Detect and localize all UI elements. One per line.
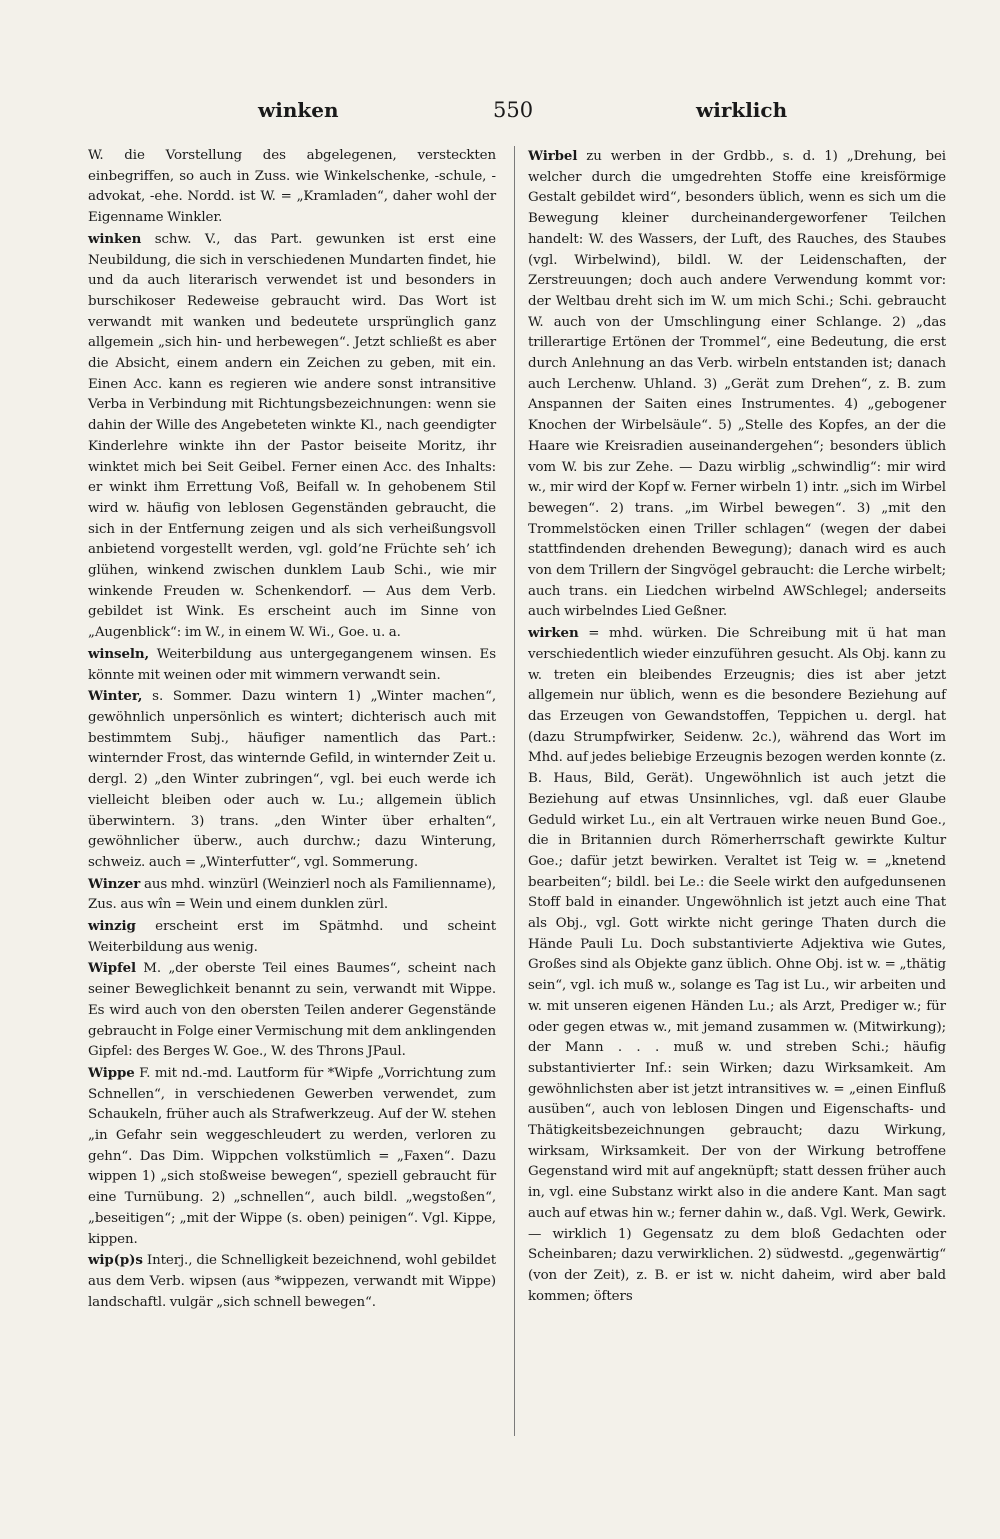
entry-text: M. „der oberste Teil eines Baumes“, scheint nach seiner Beweglichkeit benannt zu sein, verwandt mit Wippe. Es wird auch von den obersten Teilen anderer Gegenstände gebraucht in Folge einer Vermischung mit dem anklingenden Gipfel: des Berges W. Goe., W. des Throns JPaul. <box>88 961 496 1060</box>
entry-headword: Wippe <box>88 1064 135 1081</box>
entry-headword: Winter, <box>88 688 143 705</box>
entry-text: F. mit nd.-md. Lautform für *Wipfe „Vorrichtung zum Schnellen“, in verschiedenen Gewerben verwendet, zum Schaukeln, früher auch als Strafwerkzeug. Auf der W. stehen „in Gefahr sein weggeschleudert zu werden, verloren zu gehn“. Das Dim. Wippchen volkstümlich = „Faxen“. Dazu wippen 1) „sich stoßweise bewegen“, speziell gebraucht für eine Turnübung. 2) „schnellen“, auch bildl. „wegstoßen“, „beseitigen“; „mit der Wippe (s. oben) peinigen“. Vgl. Kippe, kippen. <box>88 1065 496 1247</box>
entry-headword: wip(p)s <box>88 1252 143 1269</box>
entry-headword: winseln, <box>88 645 150 662</box>
entry-headword: winzig <box>88 918 136 935</box>
dictionary-entry <box>528 146 946 623</box>
right-column <box>528 146 946 1307</box>
page-number: 550 <box>493 98 534 122</box>
dictionary-entry <box>88 1063 496 1250</box>
entry-text: Weiterbildung aus untergegangenem winsen. Es könnte mit weinen oder mit wimmern verwandt sein. <box>88 646 496 683</box>
dictionary-entry <box>88 229 496 644</box>
running-header <box>88 98 948 132</box>
entry-headword: winken <box>88 230 142 247</box>
entry-text: zu werben in der Grdbb., s. d. 1) „Drehung, bei welcher durch die umgedrehten Stoffe eine kreisförmige Gestalt gebildet wird“, besonders üblich, wenn es sich um die Bewegung kleiner durcheinandergeworfener Teilchen handelt: W. des Wassers, der Luft, des Rauches, des Staubes (vgl. Wirbelwind), bildl. W. der Leidenschaften, der Zerstreuungen; doch auch andere Verwendung kommt vor: der Weltbau dreht sich im W. um mich Schi.; Schi. gebraucht W. auch von der Umschlingung einer Schlange. 2) „das trillerartige Ertönen der Trommel“, eine Bedeutung, die erst durch Anlehnung an das Verb. wirbeln entstanden ist; danach auch Lerchenw. Uhland. 3) „Gerät zum Drehen“, z. B. zum Anspannen der Saiten eines Instrumentes. 4) „gebogener Knochen der Wirbelsäule“. 5) „Stelle des Kopfes, an der die Haare wie Kreisradien auseinandergehen“; besonders üblich vom W. bis zur Zehe. — Dazu wirblig „schwindlig“: mir wird w., mir wird der Kopf w. Ferner wirbeln 1) intr. „sich im Wirbel bewegen“. 2) trans. „im Wirbel bewegen“. 3) „mit den Trommelstöcken einen Triller schlagen“ (wegen der dabei stattfindenden drehenden Bewegung); danach wird es auch von dem Trillern der Singvögel gebraucht: die Lerche wirbelt; auch trans. ein Liedchen wirbelnd AWSchlegel; anderseits auch wirbelndes Lied Geßner. <box>528 149 946 620</box>
dictionary-entry <box>88 916 496 958</box>
entry-text: erscheint erst im Spätmhd. und scheint Weiterbildung aus wenig. <box>88 919 496 955</box>
dictionary-entry <box>88 1250 496 1313</box>
header-left-word: winken <box>258 98 339 122</box>
entry-headword: wirken <box>528 625 579 642</box>
entry-headword: Wirbel <box>528 148 578 164</box>
left-column <box>88 146 496 1313</box>
entry-text: = mhd. würken. Die Schreibung mit ü hat man verschiedentlich wieder einzuführen gesucht. Als Obj. kann zu w. treten ein bleibendes Erzeugnis; dies ist aber jetzt allgemein nur üblich, wenn es die besondere Beziehung auf das Erzeugen von Gewandstoffen, Teppichen u. dergl. hat (dazu Strumpfwirker, Seidenw. 2c.), während das Wort im Mhd. auf jedes beliebige Erzeugnis bezogen werden konnte (z. B. Haus, Bild, Gerät). Ungewöhnlich ist auch jetzt die Beziehung auf etwas Unsinnliches, vgl. daß euer Glaube Geduld wirket Lu., ein alt Vertrauen wirke neuen Bund Goe., die in Britannien durch Römerherrschaft gewirkte Kultur Goe.; dafür jetzt bewirken. Veraltet ist Teig w. = „knetend bearbeiten“; bildl. bei Le.: die Seele wirkt den aufgedunsenen Stoff bald in einander. Ungewöhnlich ist jetzt auch eine That als Obj., vgl. Gott wirkte nicht geringe Thaten durch die Hände Pauli Lu. Doch substantivierte Adjektiva wie Gutes, Großes sind als Objekte ganz üblich. Ohne Obj. ist w. = „thätig sein“, vgl. ich muß w., solange es Tag ist Lu., wir arbeiten und w. mit unseren eigenen Händen Lu.; als Arzt, Prediger w.; für oder gegen etwas w., mit jemand zusammen w. (Mitwirkung); der Mann . . . muß w. und streben Schi.; häufig substantivierter Inf.: sein Wirken; dazu Wirksamkeit. Am gewöhnlichsten aber ist jetzt intransitives w. = „einen Einfluß ausüben“, auch von leblosen Dingen und Eigenschafts- und Thätigkeitsbezeichnungen gebraucht; dazu Wirkung, wirksam, Wirksamkeit. Der von der Wirkung betroffene Gegenstand wird mit auf angeknüpft; statt dessen früher auch in, vgl. eine Substanz wirkt also in die andere Kant. Man sagt auch auf etwas hin w.; ferner dahin w., daß. Vgl. Werk, Gewirk. — wirklich 1) Gegensatz zu dem bloß Gedachten oder Scheinbaren; dazu verwirklichen. 2) südwestd. „gegenwärtig“ (von der Zeit), z. B. er ist w. nicht daheim, wird aber bald kommen; öfters <box>528 626 946 1304</box>
entry-text: Interj., die Schnelligkeit bezeichnend, wohl gebildet aus dem Verb. wipsen (aus *wippezen, verwandt mit Wippe) landschaftl. vulgär „sich schnell bewegen“. <box>88 1253 496 1310</box>
dictionary-entry <box>88 644 496 686</box>
dictionary-entry <box>88 958 496 1063</box>
dictionary-entry <box>88 874 496 916</box>
entry-text: W. die Vorstellung des abgelegenen, versteckten einbegriffen, so auch in Zuss. wie Winkelschenke, -schule, -advokat, -ehe. Nordd. ist W. = „Kramladen“, daher wohl der Eigenname Winkler. <box>88 148 496 226</box>
entry-text: s. Sommer. Dazu wintern 1) „Winter machen“, gewöhnlich unpersönlich es wintert; dichterisch auch mit bestimmtem Subj., häufiger namentlich das Part.: winternder Frost, das winternde Gefild, in winternder Zeit u. dergl. 2) „den Winter zubringen“, vgl. bei euch werde ich vielleicht bleiben oder auch w. Lu.; allgemein üblich überwintern. 3) trans. „den Winter über erhalten“, gewöhnlicher überw., auch durchw.; dazu Winterung, schweiz. auch = „Winterfutter“, vgl. Sommerung. <box>88 689 496 870</box>
entry-headword: Wipfel <box>88 960 137 977</box>
entry-text: aus mhd. winzürl (Weinzierl noch als Familienname), Zus. aus wîn = Wein und einem dunklen zürl. <box>88 876 496 913</box>
entry-text: schw. V., das Part. gewunken ist erst eine Neubildung, die sich in verschiedenen Mundarten findet, hie und da auch literarisch verwendet ist und besonders in burschikoser Redeweise gebraucht wird. Das Wort ist verwandt mit wanken und bedeutete ursprünglich ganz allgemein „sich hin- und herbewegen“. Jetzt schließt es aber die Absicht, einem andern ein Zeichen zu geben, mit ein. Einen Acc. kann es regieren wie andere sonst intransitive Verba in Verbindung mit Richtungsbezeichnungen: wenn sie dahin der Wille des Angebeteten winkte Kl., nach geendigter Kinderlehre winkte ihn der Pastor beiseite Moritz, ihr winktet mich bei Seit Geibel. Ferner einen Acc. des Inhalts: er winkt ihm Errettung Voß, Beifall w. In gehobenem Stil wird w. häufig von leblosen Gegenständen gebraucht, die sich in der Entfernung zeigen und als sich verheißungsvoll anbietend vorgestellt werden, vgl. gold’ne Früchte seh’ ich glühen, winkend zwischen dunklem Laub Schi., wie mir winkende Freuden w. Schenkendorf. — Aus dem Verb. gebildet ist Wink. Es erscheint auch im Sinne von „Augenblick“: im W., in einem W. Wi., Goe. u. a. <box>88 231 496 641</box>
header-right-word: wirklich <box>696 98 788 122</box>
entry-headword: Winzer <box>88 875 141 892</box>
column-divider <box>514 146 515 1436</box>
dictionary-entry <box>88 146 496 229</box>
dictionary-entry <box>528 623 946 1307</box>
dictionary-entry <box>88 686 496 873</box>
